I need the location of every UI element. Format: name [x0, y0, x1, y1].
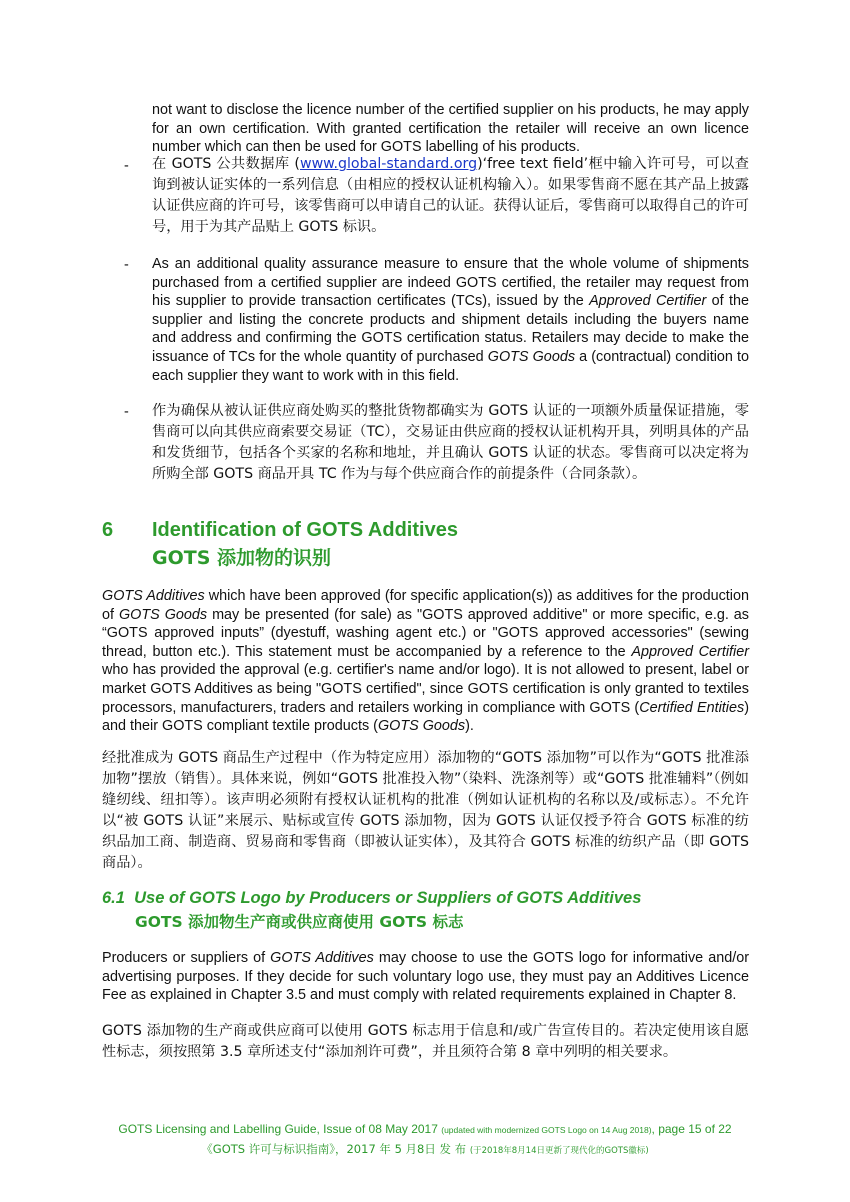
section-title-en: Identification of GOTS Additives: [152, 519, 458, 541]
logo-use-paragraph-zh: GOTS 添加物的生产商或供应商可以使用 GOTS 标志用于信息和/或广告宣传目的。若决定使用该自愿性标志，须按照第 3.5 章所述支付“添加剂许可费”，并且须符合第 8 章中列明的相关要求。: [102, 1023, 749, 1060]
section-title-zh: GOTS 添加物的识别: [152, 547, 332, 569]
additives-paragraph: GOTS Additives which have been approved (for specific application(s)) as additives for the production of GOTS Goods may be presented (for sale) as "GOTS approved additive" or more specific, e.g. as “GOTS approved inputs” (dyestuff, washing agent etc.) or "GOTS approved accessories" (sewing thread, button etc.). This statement must be accompanied by a reference to the Approved Certifier who has provided the approval (e.g. certifier's name and/or logo). It is not allowed to present, label or market GOTS Additives as being "GOTS certified", since GOTS certification is only granted to textiles processors, manufacturers, traders and retailers working in compliance with GOTS (Certified Entities) and their GOTS compliant textile products (GOTS Goods).: [102, 588, 750, 735]
quality-assurance-paragraph-zh: 作为确保从被认证供应商处购买的整批货物都确实为 GOTS 认证的一项额外质量保证措施，零售商可以向其供应商索要交易证（TC），交易证由供应商的授权认证机构开具，列明具体的产品和发货细节，包括各个买家的名称和地址，并且确认 GOTS 认证的状态。零售商可以决定将为所购全部 GOTS 商品开具 TC 作为与每个供应商合作的前提条件（合同条款）。: [152, 403, 749, 482]
global-standard-link[interactable]: www.global-standard.org: [299, 156, 478, 172]
retailer-certification-paragraph: not want to disclose the licence number of the certified supplier on his products, he may apply for an own certification. With granted certification the retailer will receive an own licence number which can then be used for GOTS labelling of his products.: [152, 102, 749, 156]
quality-assurance-paragraph: As an additional quality assurance measure to ensure that the whole volume of shipments purchased from a certified supplier are indeed GOTS certified, the retailer may request from his supplier to provide transaction certificates (TCs), issued by the Approved Certifier of the supplier and listing the concrete products and shipment details including the buyers name and address and confirming the GOTS certification status. Retailers may decide to make the issuance of TCs for the whole quantity of purchased GOTS Goods a (contractual) condition to each supplier they want to work with in this field.: [152, 256, 749, 384]
list-dash: -: [124, 404, 129, 420]
subsection-title-zh: GOTS 添加物生产商或供应商使用 GOTS 标志: [135, 913, 464, 931]
list-dash: -: [124, 257, 129, 273]
logo-use-paragraph: Producers or suppliers of GOTS Additives may choose to use the GOTS logo for informative and/or advertising purposes. If they decide for such voluntary logo use, they must pay an Additives Licence Fee as explained in Chapter 3.5 and must comply with related requirements explained in Chapter 8.: [102, 950, 749, 1004]
footer-en: GOTS Licensing and Labelling Guide, Issue of 08 May 2017 (updated with modernized GOTS Logo on 14 Aug 2018), page 15 of 22: [118, 1122, 732, 1136]
subsection-title-en: 6.1 Use of GOTS Logo by Producers or Suppliers of GOTS Additives: [102, 889, 642, 907]
database-paragraph-zh: 在 GOTS 公共数据库 (www.global-standard.org)‘free text field’框中输入许可号，可以查询到被认证实体的一系列信息（由相应的授权认证机构输入）。如果零售商不愿在其产品上披露认证供应商的许可号，该零售商可以申请自己的认证。获得认证后，零售商可以取得自己的许可号，用于为其产品贴上 GOTS 标识。: [152, 156, 749, 235]
footer-zh: 《GOTS 许可与标识指南》，2017 年 5 月8日 发 布 (于2018年8月14日更新了现代化的GOTS徽标): [201, 1142, 649, 1156]
section-number: 6: [102, 519, 114, 541]
additives-paragraph-zh: 经批准成为 GOTS 商品生产过程中（作为特定应用）添加物的“GOTS 添加物”可以作为“GOTS 批准添加物”摆放（销售）。具体来说，例如“GOTS 批准投入物”（染料、洗涤剂等）或“GOTS 批准辅料”（例如缝纫线、纽扣等）。该声明必须附有授权认证机构的批准（例如认证机构的名称以及/或标志）。不允许以“被 GOTS 认证”来展示、贴标或宣传 GOTS 添加物，因为 GOTS 认证仅授予符合 GOTS 标准的纺织品加工商、制造商、贸易商和零售商（即被认证实体），及其符合 GOTS 标准的纺织产品（即 GOTS 商品）。: [102, 750, 749, 871]
list-dash: -: [124, 158, 129, 174]
